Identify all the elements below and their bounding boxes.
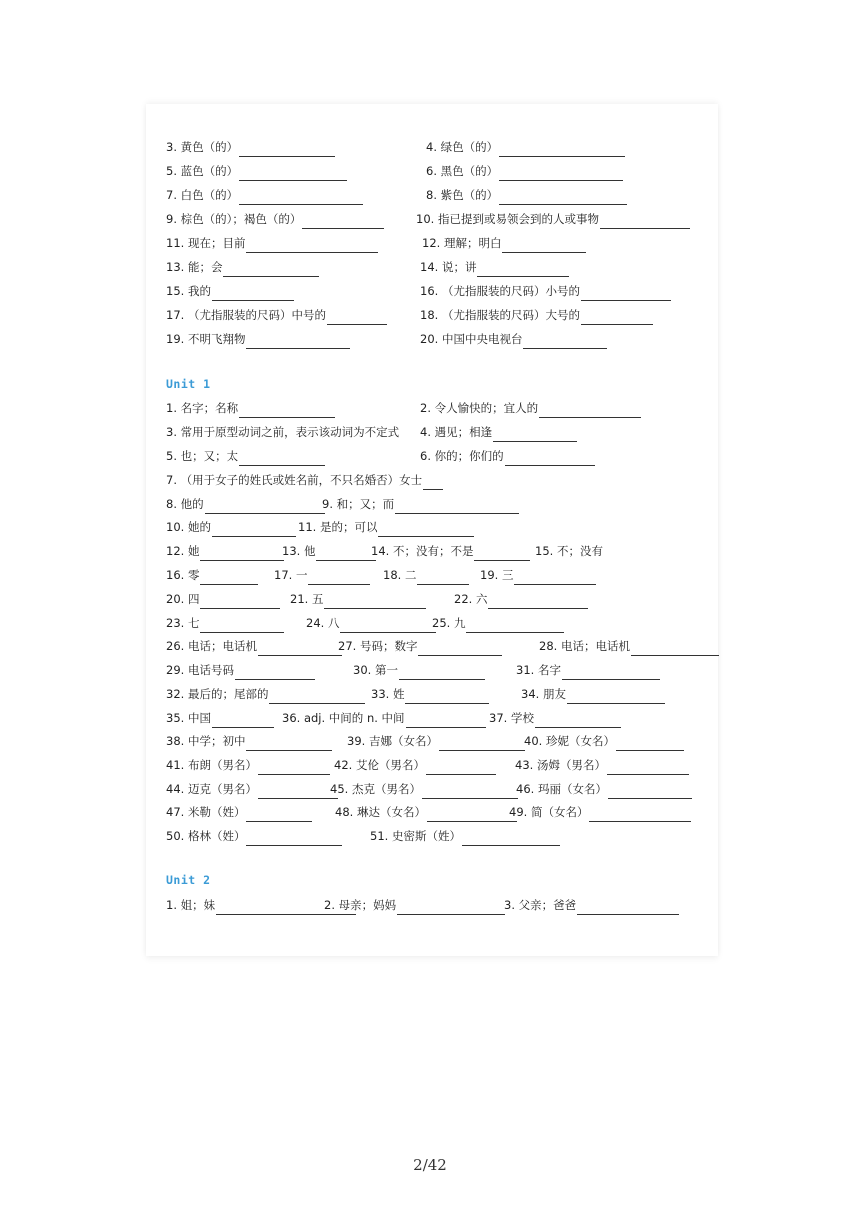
item-label: 51. 史密斯（姓）: [370, 829, 461, 843]
item-label: 10. 指已提到或易领会到的人或事物: [416, 212, 599, 226]
item-label: 4. 遇见；相逢: [420, 425, 493, 439]
item-label: 34. 朋友: [521, 687, 566, 701]
item-label: 15. 不；没有: [535, 544, 603, 558]
intro-item: [422, 233, 586, 253]
item-label: 12. 理解；明白: [422, 236, 502, 250]
item-label: 23. 七: [166, 616, 200, 630]
item-label: 22. 六: [454, 592, 488, 606]
unit1-item: [353, 660, 485, 680]
answer-blank[interactable]: [493, 427, 577, 442]
answer-blank[interactable]: [631, 641, 719, 656]
intro-item: [166, 137, 335, 157]
intro-item: [166, 185, 363, 205]
answer-blank[interactable]: [499, 142, 625, 157]
answer-blank[interactable]: [246, 334, 350, 349]
unit1-item: [282, 541, 376, 561]
answer-blank[interactable]: [212, 286, 294, 301]
intro-item: [166, 209, 384, 229]
item-label: 20. 中国中央电视台: [420, 332, 523, 346]
answer-blank[interactable]: [308, 570, 370, 585]
answer-blank[interactable]: [418, 641, 502, 656]
item-label: 13. 能；会: [166, 260, 223, 274]
unit1-item: [432, 613, 564, 633]
item-label: 9. 和；又；而: [322, 497, 395, 511]
item-label: 21. 五: [290, 592, 324, 606]
intro-item: [166, 161, 347, 181]
item-label: 42. 艾伦（男名）: [334, 758, 425, 772]
answer-blank[interactable]: [258, 784, 338, 799]
unit1-item: [338, 636, 502, 656]
item-label: 30. 第一: [353, 663, 398, 677]
answer-blank[interactable]: [200, 546, 284, 561]
unit1-item: [420, 422, 577, 442]
unit1-item: [521, 684, 665, 704]
item-label: 45. 杰克（男名）: [330, 782, 421, 796]
item-label: 39. 吉娜（女名）: [347, 734, 438, 748]
answer-blank[interactable]: [223, 262, 319, 277]
intro-item: [166, 305, 387, 325]
item-label: 31. 名字: [516, 663, 561, 677]
answer-blank[interactable]: [302, 214, 384, 229]
intro-item: [166, 233, 378, 253]
item-label: 25. 九: [432, 616, 466, 630]
item-label: 4. 绿色（的）: [426, 140, 499, 154]
item-label: 7. （用于女子的姓氏或姓名前，不只名婚否）女士: [166, 473, 423, 487]
intro-item: [426, 137, 625, 157]
intro-item: [420, 257, 569, 277]
unit1-item: [335, 802, 517, 822]
answer-blank[interactable]: [239, 190, 363, 205]
answer-blank[interactable]: [607, 760, 689, 775]
answer-blank[interactable]: [235, 665, 315, 680]
answer-blank[interactable]: [239, 403, 335, 418]
item-label: 3. 父亲；爸爸: [504, 898, 577, 912]
item-label: 12. 她: [166, 544, 200, 558]
unit1-item: [166, 779, 338, 799]
item-label: 27. 号码；数字: [338, 639, 418, 653]
unit1-item: [371, 684, 489, 704]
item-label: 19. 三: [480, 568, 514, 582]
item-label: 50. 格林（姓）: [166, 829, 246, 843]
item-label: 17. 一: [274, 568, 308, 582]
answer-blank[interactable]: [562, 665, 660, 680]
item-label: 16. 零: [166, 568, 200, 582]
unit1-item: [516, 660, 660, 680]
item-label: 40. 珍妮（女名）: [524, 734, 615, 748]
answer-blank[interactable]: [499, 166, 623, 181]
answer-blank[interactable]: [212, 713, 274, 728]
answer-blank[interactable]: [212, 522, 296, 537]
item-label: 2. 母亲；妈妈: [324, 898, 397, 912]
answer-blank[interactable]: [577, 900, 679, 915]
answer-blank[interactable]: [246, 238, 378, 253]
answer-blank[interactable]: [239, 142, 335, 157]
answer-blank[interactable]: [269, 689, 365, 704]
item-label: 9. 棕色（的）；褐色（的）: [166, 212, 302, 226]
answer-blank[interactable]: [258, 641, 342, 656]
unit1-item: [166, 613, 284, 633]
answer-blank[interactable]: [427, 807, 517, 822]
answer-blank[interactable]: [397, 900, 505, 915]
unit1-item: [166, 422, 399, 442]
unit1-item: [166, 446, 325, 466]
item-label: 17. （尤指服装的尺码）中号的: [166, 308, 326, 322]
item-label: 14. 说；讲: [420, 260, 477, 274]
unit1-item: [166, 517, 296, 537]
intro-item: [426, 185, 627, 205]
unit1-item: [306, 613, 436, 633]
item-label: 36. adj. 中间的 n. 中间: [282, 711, 405, 725]
item-label: 38. 中学；初中: [166, 734, 246, 748]
answer-blank[interactable]: [327, 310, 387, 325]
item-label: 14. 不；没有；不是: [371, 544, 474, 558]
answer-blank[interactable]: [378, 522, 474, 537]
unit1-item: [166, 708, 274, 728]
intro-item: [166, 329, 350, 349]
unit1-item: [516, 779, 692, 799]
unit1-item: [420, 446, 595, 466]
answer-blank[interactable]: [488, 594, 588, 609]
unit1-item: [166, 636, 342, 656]
item-label: 46. 玛丽（女名）: [516, 782, 607, 796]
unit1-item: [383, 565, 469, 585]
answer-blank[interactable]: [502, 238, 586, 253]
unit2-heading: Unit 2: [166, 873, 211, 887]
item-label: 33. 姓: [371, 687, 405, 701]
unit1-item: [282, 708, 486, 728]
item-label: 48. 琳达（女名）: [335, 805, 426, 819]
unit1-item: [454, 589, 588, 609]
unit1-item: [166, 589, 280, 609]
answer-blank[interactable]: [239, 451, 325, 466]
answer-blank[interactable]: [616, 736, 684, 751]
item-label: 18. 二: [383, 568, 417, 582]
unit1-item: [166, 660, 315, 680]
intro-item: [426, 161, 623, 181]
unit1-item: [290, 589, 426, 609]
unit1-item: [166, 565, 258, 585]
answer-blank[interactable]: [239, 166, 347, 181]
answer-blank[interactable]: [406, 713, 486, 728]
item-label: 7. 白色（的）: [166, 188, 239, 202]
answer-blank[interactable]: [246, 831, 342, 846]
item-label: 11. 是的；可以: [298, 520, 378, 534]
answer-blank[interactable]: [423, 475, 443, 490]
answer-blank[interactable]: [514, 570, 596, 585]
intro-item: [416, 209, 690, 229]
answer-blank[interactable]: [422, 784, 518, 799]
item-label: 35. 中国: [166, 711, 211, 725]
unit1-item: [515, 755, 689, 775]
answer-blank[interactable]: [539, 403, 641, 418]
intro-item: [166, 281, 294, 301]
answer-blank[interactable]: [324, 594, 426, 609]
unit2-item: [504, 895, 679, 915]
item-label: 8. 紫色（的）: [426, 188, 499, 202]
answer-blank[interactable]: [499, 190, 627, 205]
item-label: 26. 电话；电话机: [166, 639, 257, 653]
item-label: 6. 黑色（的）: [426, 164, 499, 178]
answer-blank[interactable]: [246, 736, 332, 751]
unit1-item: [166, 541, 284, 561]
intro-item: [166, 257, 319, 277]
answer-blank[interactable]: [589, 807, 691, 822]
unit1-item: [334, 755, 496, 775]
unit1-item: [274, 565, 370, 585]
answer-blank[interactable]: [258, 760, 330, 775]
answer-blank[interactable]: [474, 546, 530, 561]
item-label: 6. 你的；你们的: [420, 449, 504, 463]
answer-blank[interactable]: [600, 214, 690, 229]
item-label: 16. （尤指服装的尺码）小号的: [420, 284, 580, 298]
unit1-item: [509, 802, 691, 822]
unit1-item: [347, 731, 525, 751]
item-label: 3. 黄色（的）: [166, 140, 239, 154]
item-label: 47. 米勒（姓）: [166, 805, 246, 819]
item-label: 32. 最后的；尾部的: [166, 687, 269, 701]
answer-blank[interactable]: [200, 594, 280, 609]
unit1-item: [166, 398, 335, 418]
item-label: 43. 汤姆（男名）: [515, 758, 606, 772]
item-label: 1. 名字；名称: [166, 401, 239, 415]
unit1-item: [166, 755, 330, 775]
item-label: 2. 令人愉快的；宜人的: [420, 401, 539, 415]
answer-blank[interactable]: [316, 546, 376, 561]
answer-blank[interactable]: [426, 760, 496, 775]
answer-blank[interactable]: [523, 334, 607, 349]
unit1-item: [535, 541, 603, 561]
item-label: 49. 简（女名）: [509, 805, 589, 819]
item-label: 19. 不明飞翔物: [166, 332, 246, 346]
item-label: 11. 现在；目前: [166, 236, 246, 250]
unit1-item: [166, 470, 443, 490]
answer-blank[interactable]: [205, 499, 325, 514]
item-label: 29. 电话号码: [166, 663, 234, 677]
answer-blank[interactable]: [581, 310, 653, 325]
item-label: 44. 迈克（男名）: [166, 782, 257, 796]
intro-item: [420, 305, 653, 325]
answer-blank[interactable]: [395, 499, 519, 514]
answer-blank[interactable]: [535, 713, 621, 728]
answer-blank[interactable]: [477, 262, 569, 277]
intro-item: [420, 329, 607, 349]
answer-blank[interactable]: [567, 689, 665, 704]
item-label: 37. 学校: [489, 711, 534, 725]
unit1-item: [370, 826, 560, 846]
item-label: 28. 电话；电话机: [539, 639, 630, 653]
answer-blank[interactable]: [466, 618, 564, 633]
unit1-item: [322, 494, 519, 514]
item-label: 5. 蓝色（的）: [166, 164, 239, 178]
unit1-item: [330, 779, 518, 799]
answer-blank[interactable]: [608, 784, 692, 799]
answer-blank[interactable]: [417, 570, 469, 585]
answer-blank[interactable]: [200, 570, 258, 585]
answer-blank[interactable]: [581, 286, 671, 301]
unit1-item: [420, 398, 641, 418]
unit1-item: [524, 731, 684, 751]
answer-blank[interactable]: [246, 807, 312, 822]
item-label: 3. 常用于原型动词之前，表示该动词为不定式: [166, 425, 400, 439]
item-label: 13. 他: [282, 544, 316, 558]
answer-blank[interactable]: [200, 618, 284, 633]
unit1-item: [298, 517, 474, 537]
answer-blank[interactable]: [462, 831, 560, 846]
item-label: 18. （尤指服装的尺码）大号的: [420, 308, 580, 322]
unit1-item: [166, 684, 365, 704]
unit1-item: [480, 565, 596, 585]
intro-item: [420, 281, 671, 301]
page-number: 2/42: [413, 1156, 447, 1174]
unit1-item: [166, 826, 342, 846]
unit1-heading: Unit 1: [166, 377, 211, 391]
item-label: 41. 布朗（男名）: [166, 758, 257, 772]
item-label: 15. 我的: [166, 284, 211, 298]
unit1-item: [166, 494, 325, 514]
unit1-item: [371, 541, 530, 561]
unit2-item: [324, 895, 505, 915]
item-label: 20. 四: [166, 592, 200, 606]
unit1-item: [539, 636, 719, 656]
answer-blank[interactable]: [340, 618, 436, 633]
item-label: 10. 她的: [166, 520, 211, 534]
item-label: 5. 也；又；太: [166, 449, 239, 463]
unit1-item: [489, 708, 621, 728]
item-label: 8. 他的: [166, 497, 204, 511]
answer-blank[interactable]: [399, 665, 485, 680]
answer-blank[interactable]: [405, 689, 489, 704]
item-label: 24. 八: [306, 616, 340, 630]
unit1-item: [166, 802, 312, 822]
answer-blank[interactable]: [439, 736, 525, 751]
answer-blank[interactable]: [505, 451, 595, 466]
unit1-item: [166, 731, 332, 751]
item-label: 1. 姐；妹: [166, 898, 216, 912]
